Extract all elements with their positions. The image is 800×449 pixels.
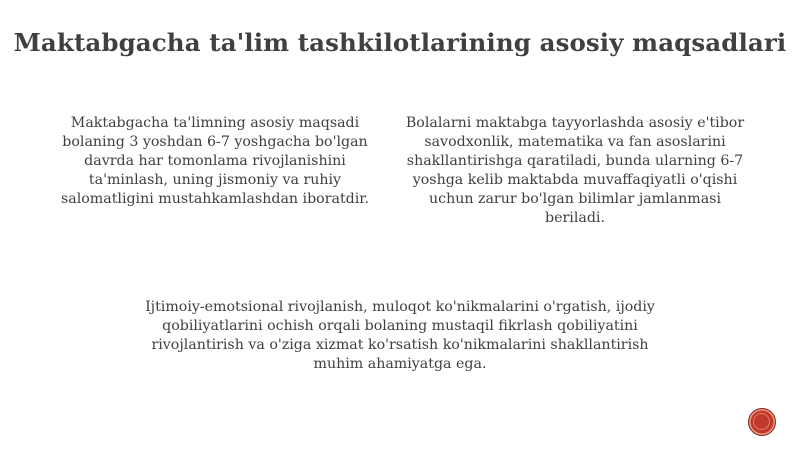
right-text-block: Bolalarni maktabga tayyorlashda asosiy e'tibor savodxonlik, matematika va fan asoslarini shakllantirishga qaratiladi, bunda ularning 6-7 yoshga kelib maktabda muvaffaqiyatli o'qishi uchun zarur bo'lgan bilimlar jamlanmasi beriladi.: [405, 115, 745, 226]
left-text-block: Maktabgacha ta'limning asosiy maqsadi bolaning 3 yoshdan 6-7 yoshgacha bo'lgan davrda har tomonlama rivojlanishini ta'minlash, uning jismoniy va ruhiy salomatligini mustahkamlashdan iboratdir.: [60, 115, 370, 207]
slide-title: Maktabgacha ta'lim tashkilotlarining asosiy maqsadlari: [13, 28, 787, 57]
bottom-text-block: Ijtimoiy-emotsional rivojlanish, muloqot ko'nikmalarini o'rgatish, ijodiy qobiliyatlarini ochish orqali bolaning mustaqil fikrlash qobiliyatini rivojlantirish va o'ziga xizmat ko'rsatish ko'nikmalarini shakllantirish muhim ahamiyatga ega.: [145, 299, 655, 372]
next-slide-button[interactable]: [748, 408, 776, 436]
